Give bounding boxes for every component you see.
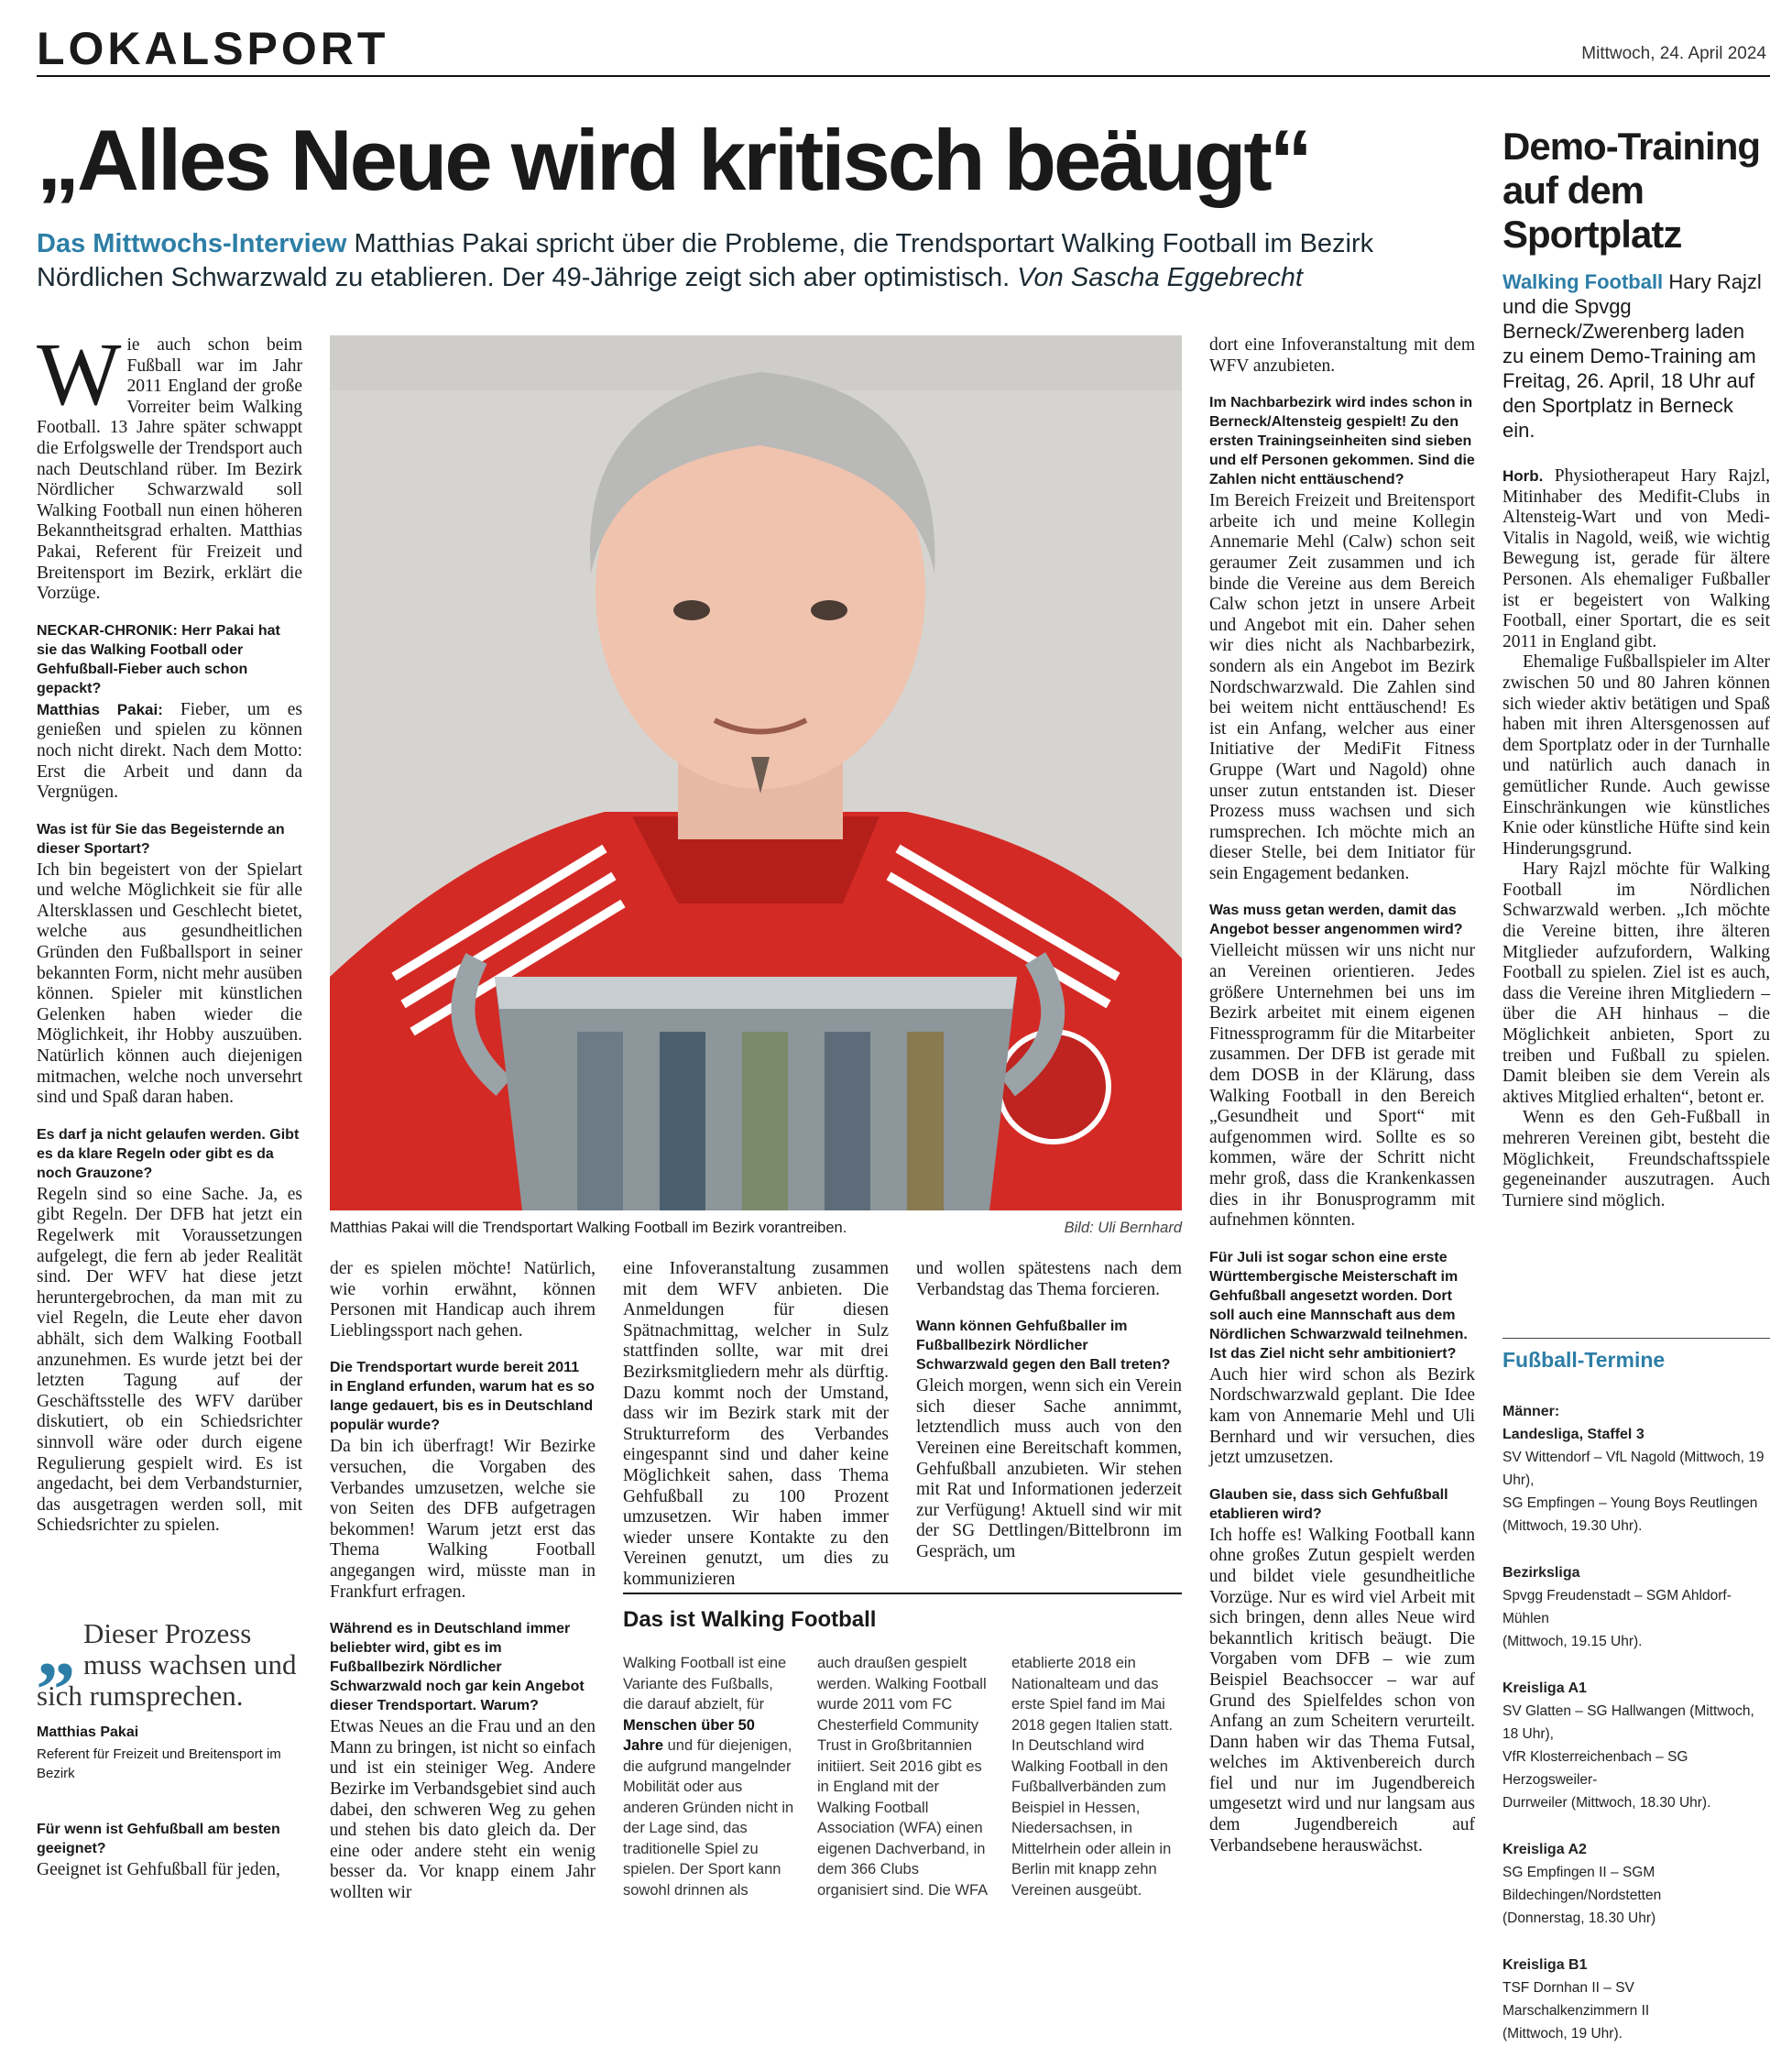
answer: eine Infoveranstaltung zusammen mit dem WFV anbieten. Die Anmeldungen für diesen Spätnachmittag, welcher in Sulz stattfinden sollte, war mit drei Bezirksmitgliedern mehr als dürftig. Dazu kommt noch der Umstand, dass wir im Bezirk stark mit der Strukturreform des Verbandes eingespannt sind und daher keine Möglichkeit sahen, dass Thema Gehfußball zu 100 Prozent umzusetzen. Wir haben immer wieder unsere Kontakte zu den Vereinen genutzt, um dies zu kommunizieren: [623, 1259, 889, 1589]
article-column-2: [330, 1259, 596, 1903]
info-box-column-3: etablierte 2018 ein Nationalteam und das erste Spiel fand im Mai 2018 gegen Italien statt. In Deutschland wird Walking Football in den Fußballverbänden zum Beispiel in Hessen, Niedersachsen, in Mittelrhein oder allein in Berlin mit knapp zehn Vereinen ausgeübt.: [1011, 1655, 1174, 1899]
pull-quote-role: Referent für Freizeit und Breitensport im Bezirk: [37, 1746, 281, 1781]
portrait-photo: [330, 335, 1182, 1210]
deck-text: Matthias Pakai spricht über die Probleme, die Trendsportart Walking Football im Bezirk Nördlichen Schwarzwald zu etablieren. Der 49-Jährige zeigt sich aber optimistisch.: [37, 229, 1374, 292]
deck: [37, 227, 1466, 295]
article-column-1: [37, 325, 303, 1537]
league-block: [1502, 1423, 1770, 1538]
quote-mark-icon: „: [37, 1604, 76, 1692]
fixtures-group: Männer:: [1502, 1404, 1560, 1419]
league-name: Kreisliga A2: [1502, 1842, 1587, 1857]
league-block: [1502, 1561, 1770, 1653]
sidebar-paragraph: Wenn es den Geh-Fußball in mehreren Vereinen gibt, besteht die Möglichkeit, Freundschaftsspiele gegeneinander auszutragen. Auch Turniere sind möglich.: [1502, 1108, 1770, 1210]
fixture-line: (Mittwoch, 19.30 Uhr).: [1502, 1518, 1643, 1534]
fixture-line: SG Empfingen II – SGM Bildechingen/Nordstetten: [1502, 1865, 1662, 1903]
sidebar-paragraph: Hary Rajzl möchte für Walking Football im Nördlichen Schwarzwald werben. „Ich möchte die Vereine bitten, ihre älteren Mitglieder aufzufordern, Walking Football zu spielen. Ziel ist es auch, dass die Vereine ihren Mitgliedern – über die AH hinhaus – die Möglichkeit anbieten, Sport zu treiben und Fußball zu spielen. Damit bleiben sie dem Verein als aktives Mitglied erhalten“, betont er.: [1502, 859, 1770, 1107]
league-name: Bezirksliga: [1502, 1565, 1580, 1581]
fixtures-title: Fußball-Termine: [1502, 1348, 1666, 1372]
pull-quote: [37, 1604, 302, 1881]
deck-kicker: Das Mittwochs-Interview: [37, 229, 347, 258]
question: Die Trendsportart wurde bereit 2011 in England erfunden, warum hat es so lange gedauert, bis es in Deutschland populär wurde?: [330, 1360, 595, 1434]
league-block: [1502, 1838, 1770, 1930]
speaker-label: Matthias Pakai:: [37, 700, 163, 718]
question: Für Juli ist sogar schon eine erste Württembergische Meisterschaft im Gehfußball angesetzt worden. Dort soll auch eine Mannschaft aus dem Nördlichen Schwarzwald teilnehmen. Ist das Ziel nicht sehr ambitioniert?: [1209, 1249, 1468, 1362]
sidebar-paragraph: Ehemalige Fußballspieler im Alter zwischen 50 und 80 Jahren können sich wieder aktiv betätigen und Spaß haben mit ihren Altersgenossen auf dem Sportplatz oder in der Turnhalle und natürlich auch danach in gemütlicher Runde. Auch gewisse Einschränkungen wie künstliches Knie oder künstliche Hüfte sind kein Hinderungsgrund.: [1502, 652, 1770, 859]
answer: Auch hier wird schon als Bezirk Nordschwarzwald geplant. Die Idee kam von Annemarie Mehl und Uli Bernhard und wir versuchen, dies jetzt umzusetzen.: [1209, 1364, 1475, 1468]
question: NECKAR-CHRONIK: Herr Pakai hat sie das Walking Football oder Gehfußball-Fieber auch schon gepackt?: [37, 622, 280, 696]
info-box-column-1: [623, 1653, 795, 1900]
byline: Von Sascha Eggebrecht: [1017, 263, 1303, 292]
answer: Ich bin begeistert von der Spielart und welche Möglichkeit sie für alle Altersklassen und Geschlecht bietet, welche aus gesundheitlichen Gründen den Fußballsport in seiner bekannten Form, nicht mehr ausüben können. Spieler mit künstlichen Gelenken haben wieder die Möglichkeit, ihr Hobby auszuüben. Natürlich können auch diejenigen mitmachen, welche noch unversehrt sind und Spaß daran haben.: [37, 859, 302, 1108]
caption-text: Matthias Pakai will die Trendsportart Walking Football im Bezirk vorantreiben.: [330, 1220, 847, 1236]
info-box: [623, 1593, 1182, 1899]
pull-quote-text: Dieser Prozess muss wachsen und sich rumsprechen.: [37, 1617, 297, 1712]
info-box-column-2: auch draußen gespielt werden. Walking Football wurde 2011 vom FC Chesterfield Community Trust in Großbritannien initiiert. Seit 2016 gibt es in England mit der Walking Football Association (WFA) einen eigenen Dachverband, in dem 366 Clubs organisiert sind. Die WFA: [817, 1655, 989, 1899]
answer: Ich hoffe es! Walking Football kann ohne großes Zutun gespielt werden und bildet viele gesundheitliche Vorzüge. Nur es wird viel Arbeit mit sich bringen, denn alles Neue wird bekanntlich kritisch beäugt. Die Vorgaben vom DFB – wie zum Beispiel Beachsoccer – war auf Grund des Spielfeldes schon von Anfang an zum Scheitern verurteilt. Dann haben wir das Thema Futsal, welches im Aktivenbereich durch fiel und nur im Jugendbereich umgesetzt wird und nur langsam aus dem Jugendbereich auf Verbandsebene herauswächst.: [1209, 1525, 1475, 1856]
fixture-line: (Mittwoch, 19 Uhr).: [1502, 2026, 1623, 2042]
article-column-5: [1209, 335, 1475, 1856]
info-highlight: Menschen über 50 Jahre: [623, 1716, 755, 1754]
answer: Etwas Neues an die Frau und an den Mann zu bringen, ist nicht so einfach und ist ein steiniger Weg. Andere Bezirke im Verbandsgebiet sind auch dabei, den schweren Weg zu gehen und stehen bis dato gleich da. Der eine oder andere steht ein wenig besser da. Vor knapp einem Jahr wollten wir: [330, 1717, 596, 1902]
sidebar-article: [1502, 125, 1770, 1211]
sidebar-intro: [1502, 269, 1770, 443]
masthead: [37, 16, 1770, 77]
league-name: Kreisliga A1: [1502, 1680, 1587, 1696]
answer: Vielleicht müssen wir uns nicht nur an Vereinen orientieren. Jedes größere Unternehmen bei uns im Bezirk arbeitet mit einem eigenen Fitnessprogramm für die Mitarbeiter zusammen. Der DFB ist gerade mit dem DOSB in der Klärung, dass Walking Football in den Bereich „Gesundheit und Sport“ mit aufgenommen wird. Sollte es so kommen, wäre der Schritt nicht mehr groß, dass die Krankenkassen dies in ihr Bonusprogramm mit aufnehmen könnten.: [1209, 941, 1475, 1231]
fixture-line: SV Glatten – SG Hallwangen (Mittwoch, 18 Uhr),: [1502, 1703, 1754, 1742]
article-column-3: [623, 1259, 889, 1591]
sidebar-paragraph: Physiotherapeut Hary Rajzl, Mitinhaber des Medifit-Clubs in Altensteig-Wart und von Medi-Vitalis in Nagold, weiß, wie wichtig Bewegung ist, gerade für ältere Personen. Als ehemaliger Fußballer ist er begeistert von Walking Football, einer Sportart, die es seit 2011 in England gibt.: [1502, 466, 1771, 651]
question: Während es in Deutschland immer beliebter wird, gibt es im Fußballbezirk Nördlicher Schwarzwald noch gar kein Angebot dieser Trendsportart. Warum?: [330, 1621, 585, 1714]
sidebar-intro-text: Hary Rajzl und die Spvgg Berneck/Zwerenberg laden zu einem Demo-Training am Freitag, 26. April, 18 Uhr auf den Sportplatz in Berneck ein.: [1502, 270, 1762, 442]
answer: Gleich morgen, wenn sich ein Verein sich dieser Sache annimmt, letztendlich muss auch von den Vereinen eine Bereitschaft kommen, Gehfußball anzubieten. Wir stehen mit Rat und Informationen jederzeit zur Verfügung! Aktuell sind wir mit der SG Dettlingen/Bittelbronn im Gespräch, um: [916, 1376, 1182, 1561]
fixture-line: VfR Klosterreichenbach – SG Herzogsweiler-: [1502, 1749, 1688, 1788]
sidebar-headline: Demo-Training auf dem Sportplatz: [1502, 125, 1761, 256]
fixture-line: Spvgg Freudenstadt – SGM Ahldorf-Mühlen: [1502, 1588, 1732, 1626]
intro-text: ie auch schon beim Fußball war im Jahr 2011 England der große Vorreiter beim Walking Football. 13 Jahre später schwappt die Erfolgswelle der Trendsport auch nach Deutschland rüber. Im Bezirk Nördlicher Schwarzwald soll Walking Football nun einen höheren Bekanntheitsgrad erhalten. Matthias Pakai, Referent für Freizeit und Breitensport im Bezirk, erklärt die Vorzüge.: [37, 335, 302, 604]
question: Es darf ja nicht gelaufen werden. Gibt es da klare Regeln oder gibt es da noch Grauzone?: [37, 1126, 300, 1181]
publication-date: Mittwoch, 24. April 2024: [1581, 44, 1766, 63]
dateline: Horb.: [1502, 467, 1544, 485]
answer: und wollen spätestens nach dem Verbandstag das Thema forcieren.: [916, 1259, 1182, 1299]
drop-cap: W: [37, 325, 122, 424]
fixture-line: (Donnerstag, 18.30 Uhr): [1502, 1910, 1656, 1926]
fixtures-box: [1502, 1338, 1770, 2069]
question: Wann können Gehfußballer im Fußballbezirk Nördlicher Schwarzwald gegen den Ball treten?: [916, 1319, 1171, 1374]
headline: „Alles Neue wird kritisch beäugt“: [37, 112, 1310, 208]
fixture-line: SG Empfingen – Young Boys Reutlingen: [1502, 1495, 1758, 1511]
league-name: Kreisliga B1: [1502, 1957, 1588, 1973]
fixture-line: Durrweiler (Mittwoch, 18.30 Uhr).: [1502, 1795, 1711, 1811]
fixture-line: SV Wittendorf – VfL Nagold (Mittwoch, 19 Uhr),: [1502, 1450, 1765, 1488]
question: Was muss getan werden, damit das Angebot besser angenommen wird?: [1209, 903, 1463, 938]
info-text: und für diejenigen, die aufgrund mangelnder Mobilität oder aus anderen Gründen nicht in der Lage sind, das traditionelle Spiel zu spielen. Der Sport kann sowohl drinnen als: [623, 1737, 794, 1899]
fixture-line: TSF Dornhan II – SV Marschalkenzimmern II: [1502, 1980, 1650, 2019]
league-block: [1502, 1954, 1770, 2045]
info-text: Walking Football ist eine Variante des Fußballs, die darauf abzielt, für: [623, 1655, 787, 1713]
answer: dort eine Infoveranstaltung mit dem WFV anzubieten.: [1209, 335, 1475, 376]
section-title: LOKALSPORT: [37, 23, 389, 74]
answer: Da bin ich überfragt! Wir Bezirke versuchen, die Vorgaben des Verbandes umzusetzen, welche sie von Seiten des DFB aufgetragen bekommen! Warum jetzt erst das Thema Walking Football angegangen wird, müsste man in Frankfurt erfragen.: [330, 1437, 596, 1602]
answer: Geeignet ist Gehfußball für jeden,: [37, 1860, 280, 1879]
photo-caption: [330, 1219, 1182, 1237]
league-name: Landesliga, Staffel 3: [1502, 1427, 1644, 1442]
answer: Fieber, um es genießen und spielen zu können noch nicht direkt. Nach dem Motto: Erst die Arbeit und dann da Vergnügen.: [37, 699, 303, 803]
sidebar-kicker: Walking Football: [1502, 270, 1664, 293]
answer: Regeln sind so eine Sache. Ja, es gibt Regeln. Der DFB hat jetzt ein Regelwerk mit Voraussetzungen aufgelegt, die fern ab jeder Realität sind. Der WFV hat diese jetzt heruntergebrochen, da man mit zu viel Regeln, die Leute eher davon abhält, sich dem Walking Football anzunehmen. Es wurde jetzt bei der letzten Tagung auf der Geschäftsstelle des WFV darüber diskutiert, ob ein Schiedsrichter sinnvoll wäre oder durch eigene Regulierung gespielt wird. Es ist angedacht, bei dem Verbandsturnier, das ausgetragen werden soll, mit Schiedsrichter zu spielen.: [37, 1184, 302, 1536]
info-box-title: Das ist Walking Football: [623, 1607, 877, 1632]
question: Was ist für Sie das Begeisternde an dieser Sportart?: [37, 821, 285, 857]
pull-quote-name: Matthias Pakai: [37, 1724, 139, 1740]
article-column-4: [916, 1259, 1182, 1563]
sidebar-body: [1502, 466, 1770, 1211]
question: Für wenn ist Gehfußball am besten geeignet?: [37, 1822, 280, 1856]
answer: der es spielen möchte! Natürlich, wie vorhin erwähnt, können Personen mit Handicap auch ihrem Lieblingssport nach gehen.: [330, 1259, 596, 1341]
league-block: [1502, 1677, 1770, 1814]
portrait-illustration: [330, 335, 1182, 1210]
question: Glauben sie, dass sich Gehfußball etablieren wird?: [1209, 1486, 1448, 1522]
question: Im Nachbarbezirk wird indes schon in Berneck/Altensteig gespielt! Zu den ersten Trainingseinheiten sind sieben und elf Personen gekommen. Sind die Zahlen nicht enttäuschend?: [1209, 395, 1475, 488]
fixture-line: (Mittwoch, 19.15 Uhr).: [1502, 1634, 1643, 1649]
answer: Im Bereich Freizeit und Breitensport arbeite ich und meine Kollegin Annemarie Mehl (Calw) schon seit geraumer Zeit zusammen und ich binde die Vereine aus dem Bereich Calw schon jetzt in unsere Arbeit und Angebot mit ein. Daher sehen wir dies nicht als Nachbarbezirk, sondern als ein Angebot im Bezirk Nordschwarzwald. Die Zahlen sind bei weitem nicht enttäuschend! Es ist ein Anfang, welcher aus einer Initiative der MediFit Fitness Gruppe (Wart und Nagold) ohne unser zutun entstanden ist. Dieser Prozess muss wachsen und sich rumsprechen. Ich möchte mich an dieser Stelle, bei dem Initiator für sein Engagement bedanken.: [1209, 491, 1475, 883]
photo-credit: Bild: Uli Bernhard: [1064, 1220, 1182, 1236]
